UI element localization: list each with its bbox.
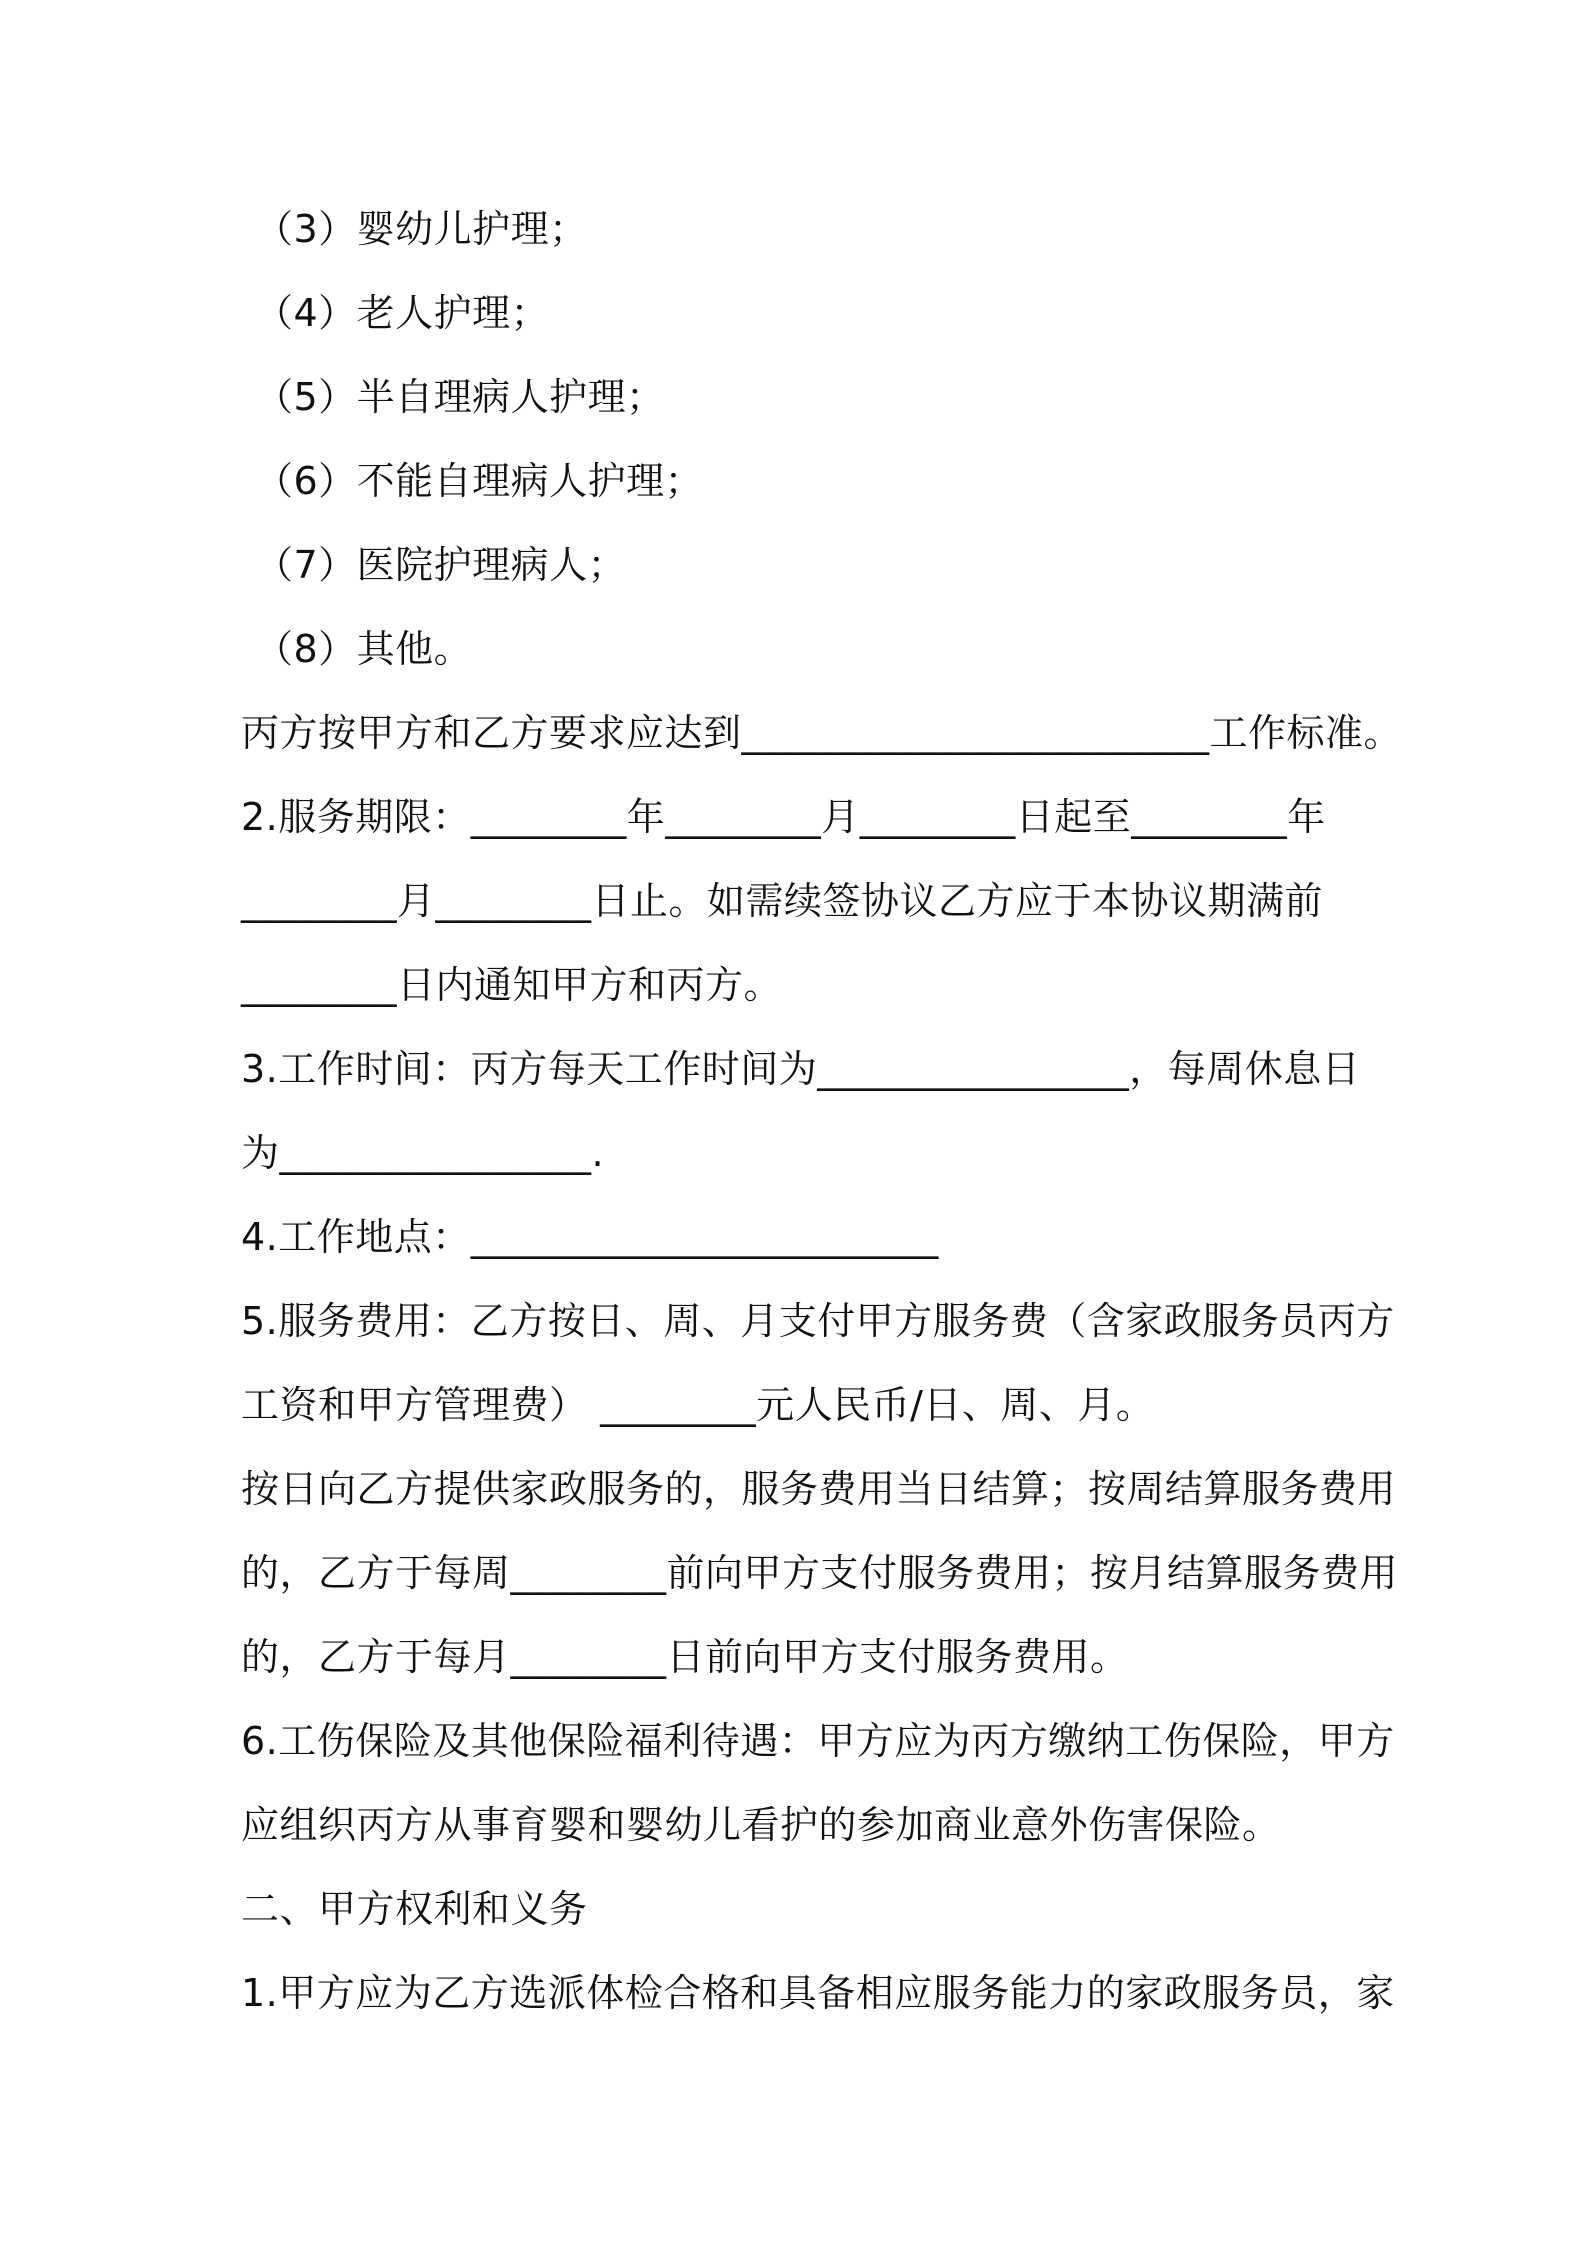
service-fee-line-1: 5.服务费用：乙方按日、周、月支付甲方服务费（含家政服务员丙方	[241, 1299, 1395, 1343]
service-item-8: （8）其他。	[255, 627, 473, 671]
work-location-line: 4.工作地点：________________________	[241, 1215, 939, 1259]
section-heading: 二、甲方权利和义务	[241, 1887, 588, 1931]
work-standard-line: 丙方按甲方和乙方要求应达到________________________工作标准。	[241, 711, 1403, 755]
service-item-4: （4）老人护理；	[255, 291, 550, 335]
party-a-duty-line-1: 1.甲方应为乙方选派体检合格和具备相应服务能力的家政服务员，家	[241, 1971, 1395, 2015]
work-hours-line-1: 3.工作时间：丙方每天工作时间为________________，每周休息日	[241, 1047, 1361, 1091]
settlement-line-3: 的，乙方于每月________日前向甲方支付服务费用。	[241, 1635, 1129, 1679]
service-fee-line-2: 工资和甲方管理费） ________元人民币/日、周、月。	[241, 1383, 1155, 1427]
service-item-3: （3）婴幼儿护理；	[255, 207, 588, 251]
service-item-6: （6）不能自理病人护理；	[255, 459, 704, 503]
service-item-7: （7）医院护理病人；	[255, 543, 627, 587]
settlement-line-1: 按日向乙方提供家政服务的，服务费用当日结算；按周结算服务费用	[241, 1467, 1397, 1511]
service-item-5: （5）半自理病人护理；	[255, 375, 665, 419]
work-hours-line-2: 为________________.	[241, 1131, 605, 1175]
service-term-line-3: ________日内通知甲方和丙方。	[241, 963, 783, 1007]
service-term-line-2: ________月________日止。如需续签协议乙方应于本协议期满前	[241, 879, 1324, 923]
service-term-line-1: 2.服务期限：________年________月________日起至________年	[241, 795, 1326, 839]
insurance-line-2: 应组织丙方从事育婴和婴幼儿看护的参加商业意外伤害保险。	[241, 1803, 1281, 1847]
settlement-line-2: 的，乙方于每周________前向甲方支付服务费用；按月结算服务费用	[241, 1551, 1399, 1595]
insurance-line-1: 6.工伤保险及其他保险福利待遇：甲方应为丙方缴纳工伤保险，甲方	[241, 1719, 1395, 1763]
